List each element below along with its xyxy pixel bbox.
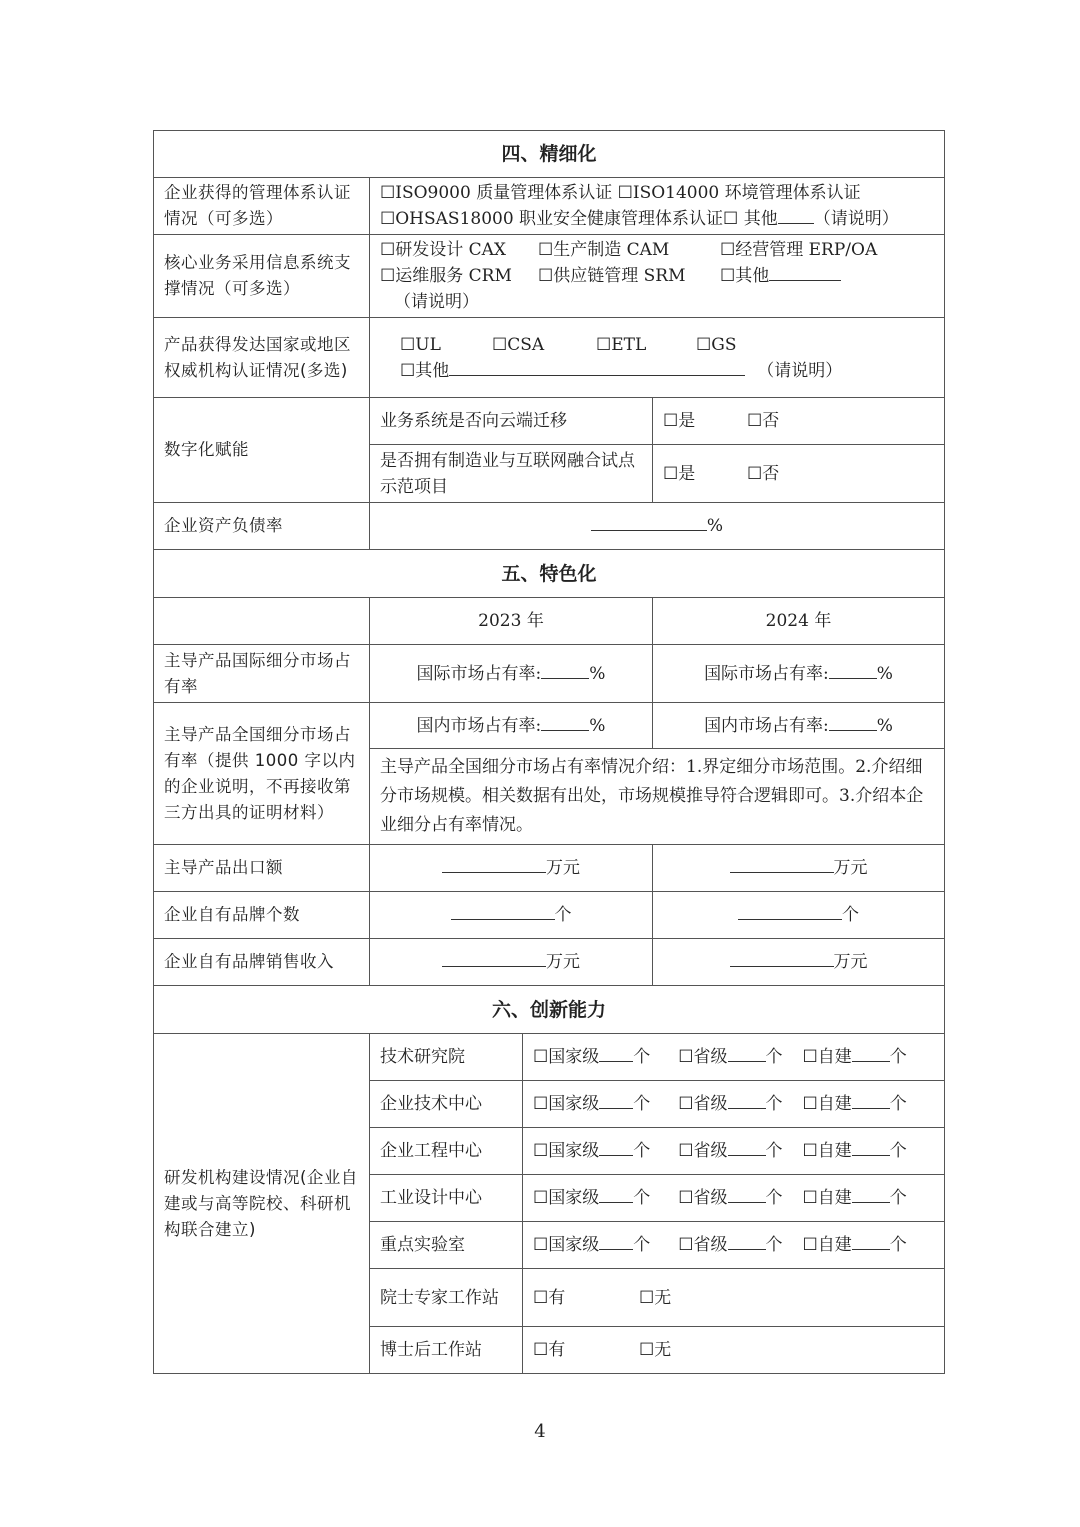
brand-sales-2024-blank[interactable] (730, 950, 834, 967)
unit-label: 个 (889, 1235, 907, 1255)
rd-row-options (523, 1034, 945, 1081)
national-checkbox[interactable]: ☐国家级 (533, 1235, 600, 1255)
page-number: 4 (534, 1421, 546, 1442)
rd-row-options (523, 1128, 945, 1175)
academician-none-checkbox[interactable]: ☐无 (639, 1287, 672, 1308)
dom-share-2024 (653, 703, 945, 749)
debt-ratio-unit: % (706, 516, 724, 536)
intl-share-2023-unit: % (589, 663, 606, 684)
year-header-empty (154, 598, 370, 645)
postdoc-have-checkbox[interactable]: ☐有 (533, 1340, 566, 1360)
brand-count-2024 (653, 892, 945, 939)
unit-label: 个 (633, 1141, 651, 1161)
cert-other-note: （请说明） (757, 360, 843, 381)
option-crm[interactable]: ☐运维服务 CRM (380, 266, 512, 286)
mgmt-cert-line-1[interactable]: ☐ISO9000 质量管理体系认证 ☐ISO14000 环境管理体系认证 (380, 183, 861, 203)
info-system-label: 核心业务采用信息系统支撑情况（可多选） (154, 235, 370, 318)
section-6-title: 六、创新能力 (154, 986, 945, 1034)
provincial-blank[interactable] (728, 1233, 766, 1250)
brand-sales-2023 (370, 939, 653, 986)
national-blank[interactable] (599, 1139, 633, 1156)
intl-cert-options (370, 318, 945, 398)
unit-label: 个 (633, 1235, 651, 1255)
academician-station-label: 院士专家工作站 (370, 1269, 523, 1327)
info-other-note: （请说明） (394, 292, 479, 312)
option-erp[interactable]: ☐经营管理 ERP/OA (720, 240, 878, 260)
dom-share-2023 (370, 703, 653, 749)
unit-label: 个 (633, 1188, 651, 1208)
cert-other-blank[interactable] (449, 359, 745, 376)
national-blank[interactable] (599, 1186, 633, 1203)
dom-share-2024-unit: % (876, 715, 893, 736)
mgmt-cert-label: 企业获得的管理体系认证情况（可多选） (154, 178, 370, 235)
national-blank[interactable] (599, 1045, 633, 1062)
rd-row-label: 技术研究院 (370, 1034, 523, 1081)
q2-no-checkbox[interactable]: ☐否 (747, 463, 780, 484)
intl-share-2024-blank[interactable] (829, 662, 877, 679)
debt-ratio-label: 企业资产负债率 (154, 503, 370, 550)
digital-label: 数字化赋能 (154, 398, 370, 503)
digital-q1-answer (653, 398, 945, 445)
academician-have-checkbox[interactable]: ☐有 (533, 1287, 566, 1308)
mgmt-cert-options (370, 178, 945, 235)
debt-ratio-field (370, 503, 945, 550)
unit-label: 个 (633, 1094, 651, 1114)
export-2024 (653, 845, 945, 892)
provincial-blank[interactable] (728, 1139, 766, 1156)
year-2023-header: 2023 年 (370, 598, 653, 645)
q2-yes-checkbox[interactable]: ☐是 (663, 463, 696, 484)
provincial-blank[interactable] (728, 1045, 766, 1062)
rd-row-label: 重点实验室 (370, 1222, 523, 1269)
q1-no-checkbox[interactable]: ☐否 (747, 411, 780, 431)
q1-yes-checkbox[interactable]: ☐是 (663, 411, 696, 431)
rd-row-label: 企业工程中心 (370, 1128, 523, 1175)
section-4-title: 四、精细化 (154, 131, 945, 178)
unit-label: 个 (889, 1094, 907, 1114)
postdoc-station-options (523, 1327, 945, 1374)
self-built-checkbox[interactable]: ☐自建 (802, 1047, 852, 1067)
brand-count-2023-blank[interactable] (451, 903, 555, 920)
mgmt-cert-ohsas[interactable]: ☐OHSAS18000 职业安全健康管理体系认证☐ 其他 (380, 209, 778, 229)
unit-label: 个 (889, 1188, 907, 1208)
brand-count-2024-unit: 个 (842, 905, 859, 925)
rd-row-options (523, 1175, 945, 1222)
rd-institution-label: 研发机构建设情况(企业自建或与高等院校、科研机构联合建立) (154, 1034, 370, 1374)
option-gs[interactable]: ☐GS (696, 334, 737, 355)
intl-share-2023 (370, 645, 653, 703)
brand-count-label: 企业自有品牌个数 (154, 892, 370, 939)
self-built-blank[interactable] (852, 1045, 890, 1062)
digital-q2: 是否拥有制造业与互联网融合试点示范项目 (370, 445, 653, 503)
option-srm[interactable]: ☐供应链管理 SRM (538, 266, 686, 286)
self-built-checkbox[interactable]: ☐自建 (802, 1094, 852, 1114)
unit-label: 个 (765, 1094, 783, 1114)
self-built-blank[interactable] (852, 1092, 890, 1109)
national-checkbox[interactable]: ☐国家级 (533, 1094, 600, 1114)
national-blank[interactable] (599, 1233, 633, 1250)
domestic-share-label: 主导产品全国细分市场占有率（提供 1000 字以内的企业说明，不再接收第三方出具的证明材料） (154, 703, 370, 845)
debt-ratio-blank[interactable] (591, 514, 707, 531)
unit-label: 个 (633, 1047, 651, 1067)
dom-share-2023-unit: % (589, 715, 606, 736)
option-cert-other[interactable]: ☐其他 (400, 360, 450, 381)
unit-label: 个 (765, 1047, 783, 1067)
provincial-blank[interactable] (728, 1092, 766, 1109)
info-system-options (370, 235, 945, 318)
intl-share-2023-field: 国际市场占有率: (416, 663, 542, 684)
unit-label: 个 (889, 1047, 907, 1067)
dom-share-2023-blank[interactable] (541, 714, 589, 731)
brand-count-2024-blank[interactable] (738, 903, 842, 920)
intl-share-2024 (653, 645, 945, 703)
provincial-checkbox[interactable]: ☐省级 (678, 1235, 728, 1255)
option-etl[interactable]: ☐ETL (596, 334, 647, 355)
intl-share-label: 主导产品国际细分市场占有率 (154, 645, 370, 703)
academician-station-options (523, 1269, 945, 1327)
provincial-checkbox[interactable]: ☐省级 (678, 1094, 728, 1114)
year-2024-header: 2024 年 (653, 598, 945, 645)
self-built-checkbox[interactable]: ☐自建 (802, 1188, 852, 1208)
mgmt-other-blank[interactable] (778, 207, 814, 224)
self-built-blank[interactable] (852, 1186, 890, 1203)
option-cam[interactable]: ☐生产制造 CAM (538, 240, 670, 260)
brand-sales-2024-unit: 万元 (833, 952, 868, 972)
export-2023-blank[interactable] (442, 856, 546, 873)
unit-label: 个 (765, 1141, 783, 1161)
rd-row-options (523, 1222, 945, 1269)
national-blank[interactable] (599, 1092, 633, 1109)
self-built-blank[interactable] (852, 1139, 890, 1156)
brand-sales-label: 企业自有品牌销售收入 (154, 939, 370, 986)
self-built-checkbox[interactable]: ☐自建 (802, 1141, 852, 1161)
intl-cert-label: 产品获得发达国家或地区权威机构认证情况(多选) (154, 318, 370, 398)
intl-share-2024-unit: % (876, 663, 893, 684)
digital-q1: 业务系统是否向云端迁移 (370, 398, 653, 445)
national-checkbox[interactable]: ☐国家级 (533, 1047, 600, 1067)
domestic-share-note[interactable]: 主导产品全国细分市场占有率情况介绍：1.界定细分市场范围。2.介绍细分市场规模。相关数据有出处，市场规模推导符合逻辑即可。3.介绍本企业细分占有率情况。 (370, 749, 945, 845)
mgmt-cert-line-2 (380, 206, 934, 232)
export-2023 (370, 845, 653, 892)
export-2024-unit: 万元 (833, 858, 868, 878)
application-form-table (153, 130, 945, 1374)
option-cax[interactable]: ☐研发设计 CAX (380, 240, 507, 260)
option-info-other[interactable]: ☐其他 (720, 266, 770, 286)
national-checkbox[interactable]: ☐国家级 (533, 1141, 600, 1161)
brand-count-2023-unit: 个 (554, 905, 572, 925)
unit-label: 个 (765, 1235, 783, 1255)
export-label: 主导产品出口额 (154, 845, 370, 892)
provincial-checkbox[interactable]: ☐省级 (678, 1188, 728, 1208)
provincial-blank[interactable] (728, 1186, 766, 1203)
export-2024-blank[interactable] (730, 856, 834, 873)
option-csa[interactable]: ☐CSA (492, 334, 545, 355)
provincial-checkbox[interactable]: ☐省级 (678, 1047, 728, 1067)
rd-row-label: 工业设计中心 (370, 1175, 523, 1222)
dom-share-2023-field: 国内市场占有率: (416, 715, 542, 736)
info-other-blank[interactable] (769, 264, 841, 281)
dom-share-2024-field: 国内市场占有率: (704, 715, 829, 736)
dom-share-2024-blank[interactable] (829, 714, 877, 731)
brand-sales-2024 (653, 939, 945, 986)
brand-sales-2023-blank[interactable] (442, 950, 546, 967)
section-5-title: 五、特色化 (154, 550, 945, 598)
digital-q2-answer (653, 445, 945, 503)
export-2023-unit: 万元 (546, 858, 580, 878)
option-ul[interactable]: ☐UL (400, 334, 441, 355)
postdoc-none-checkbox[interactable]: ☐无 (639, 1340, 672, 1360)
rd-row-options (523, 1081, 945, 1128)
unit-label: 个 (765, 1188, 783, 1208)
brand-sales-2023-unit: 万元 (546, 952, 580, 972)
national-checkbox[interactable]: ☐国家级 (533, 1188, 600, 1208)
mgmt-other-note: （请说明） (813, 209, 899, 229)
intl-share-2023-blank[interactable] (541, 662, 589, 679)
postdoc-station-label: 博士后工作站 (370, 1327, 523, 1374)
rd-row-label: 企业技术中心 (370, 1081, 523, 1128)
self-built-checkbox[interactable]: ☐自建 (802, 1235, 852, 1255)
unit-label: 个 (889, 1141, 907, 1161)
provincial-checkbox[interactable]: ☐省级 (678, 1141, 728, 1161)
intl-share-2024-field: 国际市场占有率: (704, 663, 829, 684)
brand-count-2023 (370, 892, 653, 939)
self-built-blank[interactable] (852, 1233, 890, 1250)
